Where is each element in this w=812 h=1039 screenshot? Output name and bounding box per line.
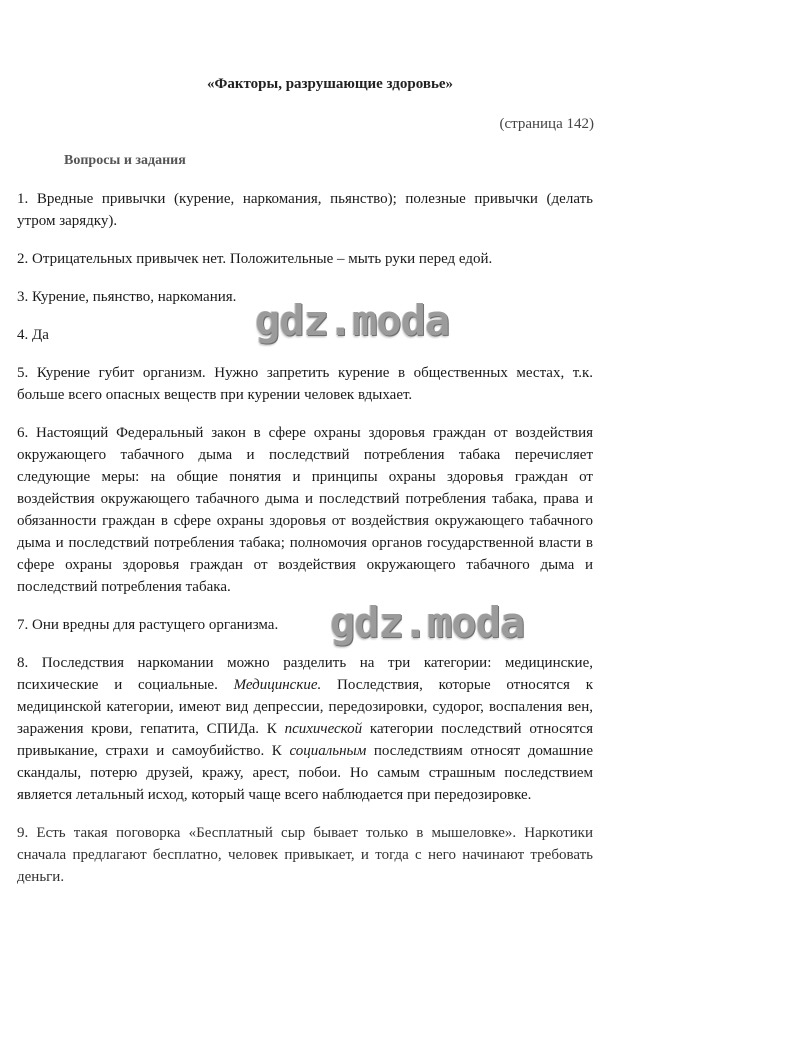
answer-8 [17,652,593,806]
section-heading: Вопросы и задания [64,153,186,168]
answer-2: 2. Отрицательных привычек нет. Положительные – мыть руки перед едой. [17,251,493,267]
answer-6: 6. Настоящий Федеральный закон в сфере охраны здоровья граждан от воздействия окружающего табачного дыма и последствий потребления табака перечисляет следующие меры: на общие понятия и принципы охраны здоровья граждан от воздействия окружающего табачного дыма и последствий потребления табака, права и обязанности граждан в сфере охраны здоровья от воздействия окружающего табачного дыма и последствий потребления табака; полномочия органов государственной власти в сфере охраны здоровья граждан от воздействия окружающего табачного дыма и последствий потребления табака. [17,425,593,595]
watermark-logo: gdz.moda [330,598,525,647]
answer-8-psychic-term: психической [284,721,363,737]
document-title: «Факторы, разрушающие здоровье» [206,76,454,92]
answer-1: 1. Вредные привычки (курение, наркомания, пьянство); полезные привычки (делать утром зарядку). [17,191,593,229]
answer-4: 4. Да [17,327,49,343]
answer-5: 5. Курение губит организм. Нужно запретить курение в общественных местах, т.к. больше всего опасных веществ при курении человек вдыхает. [17,365,593,403]
watermark-logo: gdz.moda [255,296,450,345]
answer-8-part-2: Последствия, которые относятся к медицинской категории, имеют вид депрессии, передозировки, судорог, воспаления вен, заражения крови, гепатита, СПИДа. К [17,677,593,737]
answer-8-medical-term: Медицинские. [233,677,322,693]
answer-8-social-term: социальным [289,743,367,759]
answer-8-part-4: последствиям относят домашние скандалы, потерю друзей, кражу, арест, побои. Но самым страшным последствием является летальный исход, который чаще всего наблюдается при передозировке. [17,743,593,803]
page-reference: (страница 142) [499,116,594,132]
answer-8-part-3: категории последствий относятся привыкание, страхи и самоубийство. К [17,721,593,759]
answer-7: 7. Они вредны для растущего организма. [17,617,279,633]
answer-3: 3. Курение, пьянство, наркомания. [17,289,237,305]
answer-8-part-1: 8. Последствия наркомании можно разделить на три категории: медицинские, психические и социальные. [17,655,593,693]
answer-9: 9. Есть такая поговорка «Бесплатный сыр бывает только в мышеловке». Наркотики сначала предлагают бесплатно, человек привыкает, и тогда с него начинают требовать деньги. [17,825,593,885]
